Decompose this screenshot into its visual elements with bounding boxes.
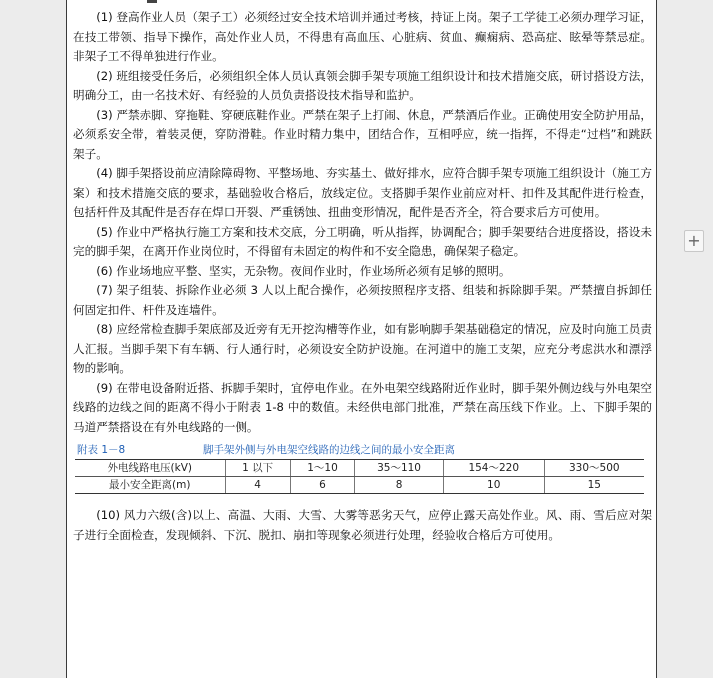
table-cell: 10 xyxy=(443,477,544,494)
paragraph-2: (2) 班组接受任务后，必须组织全体人员认真领会脚手架专项施工组织设计和技术措施交底，研讨搭设方法，明确分工，由一名技术好、有经验的人员负责搭设技术指导和监护。 xyxy=(73,68,652,102)
page-cut-mark xyxy=(147,0,157,3)
table-cell: 最小安全距离(m) xyxy=(75,477,225,494)
table-cell: 154～220 xyxy=(443,460,544,477)
table-title: 脚手架外侧与外电架空线路的边线之间的最小安全距离 xyxy=(203,444,455,456)
table-cell: 1～10 xyxy=(290,460,354,477)
table-cell: 35～110 xyxy=(355,460,444,477)
document-body xyxy=(73,8,652,545)
paragraph-4: (4) 脚手架搭设前应清除障碍物、平整场地、夯实基土、做好排水，应符合脚手架专项施工组织设计（施工方案）和技术措施交底的要求，基础验收合格后，放线定位。支搭脚手架作业前应对杆、扣件及其配件进行检查，包括杆件及其配件是否存在焊口开裂、严重锈蚀、扭曲变形情况，配件是否齐全，符合要求后方可使用。 xyxy=(73,166,652,219)
table-cell: 外电线路电压(kV) xyxy=(75,460,225,477)
table-number: 附表 1－8 xyxy=(77,444,126,456)
paragraph-7: (7) 架子组装、拆除作业必须 3 人以上配合操作，必须按照程序支搭、组装和拆除脚手架。严禁擅自拆卸任何固定扣件、杆件及连墙件。 xyxy=(73,283,652,317)
table-cell: 1 以下 xyxy=(225,460,290,477)
paragraph-5: (5) 作业中严格执行施工方案和技术交底，分工明确，听从指挥，协调配合；脚手架要结合进度搭设，搭设未完的脚手架，在离开作业岗位时，不得留有未固定的构件和不安全隐患，确保架子稳定。 xyxy=(73,224,652,258)
table-cell: 8 xyxy=(355,477,444,494)
document-page xyxy=(66,0,657,678)
table-cell: 4 xyxy=(225,477,290,494)
paragraph-9: (9) 在带电设备附近搭、拆脚手架时，宜停电作业。在外电架空线路附近作业时，脚手架外侧边线与外电架空线路的边线之间的距离不得小于附表 1-8 中的数值。未经供电部门批准，严禁在高压线下作业。上、下脚手架的马道严禁搭设在有外电线路的一侧。 xyxy=(73,380,652,434)
table-cell: 15 xyxy=(544,477,644,494)
plus-icon: + xyxy=(687,231,701,250)
paragraph-1: (1) 登高作业人员（架子工）必须经过安全技术培训并通过考核，持证上岗。架子工学徒工必须办理学习证，在技工带领、指导下操作，高处作业人员，不得患有高血压、心脏病、贫血、癫痫病、恐高症、眩晕等禁忌症。非架子工不得单独进行作业。 xyxy=(73,10,652,63)
paragraph-3: (3) 严禁赤脚、穿拖鞋、穿硬底鞋作业。严禁在架子上打闹、休息，严禁酒后作业。正确使用安全防护用品，必须系安全带，着装灵便，穿防滑鞋。作业时精力集中，团结合作，互相呼应，统一指挥，不得走“过档”和跳跃架子。 xyxy=(73,107,652,161)
safety-distance-table xyxy=(75,459,644,494)
paragraph-6: (6) 作业场地应平整、坚实，无杂物。夜间作业时，作业场所必须有足够的照明。 xyxy=(96,263,511,278)
table-caption xyxy=(73,443,652,457)
paragraph-10: (10) 风力六级(含)以上、高温、大雨、大雪、大雾等恶劣天气，应停止露天高处作业。风、雨、雪后应对架子进行全面检查，发现倾斜、下沉、脱扣、崩扣等现象必须进行处理，经验收合格后方可使用。 xyxy=(73,508,652,542)
paragraph-8: (8) 应经常检查脚手架底部及近旁有无开挖沟槽等作业，如有影响脚手架基础稳定的情况，应及时向施工员责人汇报。当脚手架下有车辆、行人通行时，必须设安全防护设施。在河道中的施工支架，应充分考虑洪水和漂浮物的影响。 xyxy=(73,322,652,375)
table-row xyxy=(75,460,644,477)
table-row xyxy=(75,477,644,494)
table-cell: 6 xyxy=(290,477,354,494)
zoom-in-button[interactable] xyxy=(684,230,704,252)
table-cell: 330～500 xyxy=(544,460,644,477)
